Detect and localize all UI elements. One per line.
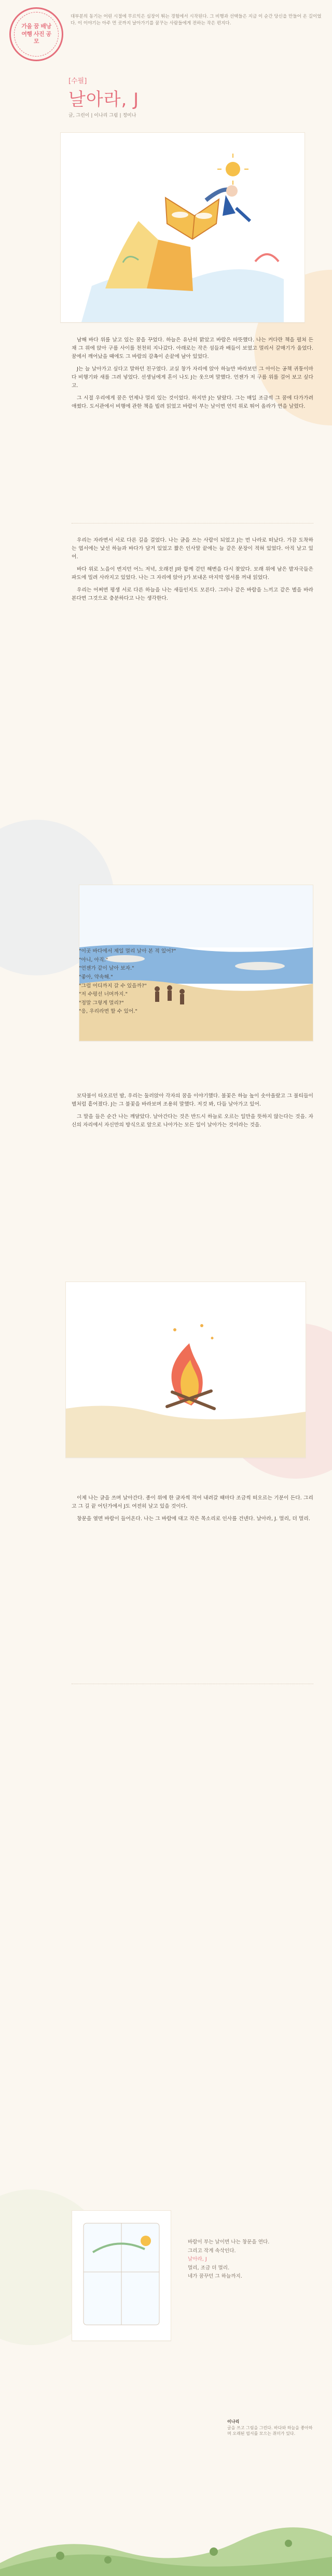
paragraph: J는 늘 날아가고 싶다고 말하던 친구였다. 교실 창가 자리에 앉아 하늘만 바라보던 그 아이는 공책 귀퉁이마다 비행기와 새를 그려 넣었다. 선생님에게 혼이 나도 J는 웃으며 말했다. 언젠가 저 구름 위를 걸어 보고 싶다고. bbox=[72, 366, 313, 389]
dialogue-line: "이곳 바다에서 제일 멀리 날아 본 적 있어?" bbox=[79, 948, 176, 954]
window-illustration bbox=[72, 2211, 171, 2340]
footer-illustration bbox=[0, 2511, 332, 2576]
dialogue-list bbox=[79, 947, 224, 1016]
quote-line: 네가 꿈꾸던 그 하늘까지. bbox=[188, 2274, 242, 2279]
section-divider bbox=[72, 523, 313, 524]
dialogue-line: "아니, 아직." bbox=[79, 957, 108, 963]
paragraph-block bbox=[72, 1494, 313, 1527]
paragraph: 창문을 열면 바람이 들어온다. 나는 그 바람에 대고 작은 목소리로 인사를 건넨다. 날아라, J. 멀리, 더 멀리. bbox=[77, 1516, 310, 1522]
paragraph-block bbox=[72, 1092, 313, 1134]
quote-line: 바람이 부는 날이면 나는 창문을 연다. bbox=[188, 2239, 270, 2245]
dialogue-line: "응, 우리라면 할 수 있어." bbox=[79, 1009, 137, 1015]
quote-highlight: 날아라, J bbox=[188, 2256, 207, 2262]
paragraph-block bbox=[72, 336, 313, 415]
paragraph: 모닥불이 타오르던 밤, 우리는 둘러앉아 각자의 꿈을 이야기했다. 불꽃은 하늘 높이 솟아올랐고 그 불티들이 별처럼 흩어졌다. J는 그 불꽃을 바라보며 조용히 말했다. 저것 봐, 다들 날아가고 있어. bbox=[72, 1093, 313, 1107]
intro-text: 대부분의 동기는 어린 시절에 무르익은 심장이 뛰는 경험에서 시작된다. 그 비행과 선택들은 지금 이 순간 당신을 만들어 온 길이었다. 이 이야기는 아주 먼 곳까지 날아가기를 꿈꾸는 사람들에게 전하는 작은 편지다. bbox=[71, 14, 322, 26]
article-title: 날아라, J bbox=[68, 89, 140, 110]
author-name: 이나리 bbox=[227, 2419, 240, 2424]
paragraph: 우리는 자라면서 서로 다른 길을 걸었다. 나는 글을 쓰는 사람이 되었고 J는 먼 나라로 떠났다. 가끔 도착하는 엽서에는 낯선 하늘과 바다가 담겨 있었고 짧은 인사말 끝에는 늘 같은 문장이 적혀 있었다. 아직 날고 있어. bbox=[72, 538, 313, 560]
paragraph: 우리는 어쩌면 평생 서로 다른 하늘을 나는 새들인지도 모른다. 그러나 같은 바람을 느끼고 같은 별을 바라본다면 그것으로 충분하다고 나는 생각한다. bbox=[72, 587, 313, 601]
dialogue-line: "좋아, 약속해." bbox=[79, 974, 113, 980]
category-label: [수필] bbox=[68, 77, 87, 85]
quote-line: 그리고 작게 속삭인다. bbox=[188, 2248, 236, 2254]
illustration-window bbox=[72, 2210, 171, 2341]
paragraph: 그 시절 우리에게 꿈은 언제나 멀리 있는 것이었다. 하지만 J는 달랐다. 그는 매일 조금씩 그 꿈에 다가가려 애썼다. 도서관에서 비행에 관한 책을 빌려 읽었고 바람이 부는 날이면 언덕 위로 뛰어 올라가 연을 날렸다. bbox=[72, 395, 313, 409]
stamp-text: 가을 꿈 배낭 여행 사진 공모 bbox=[21, 22, 51, 45]
dialogue-line: "언젠가 같이 날아 보자." bbox=[79, 966, 134, 972]
dialogue-line: "그럼 어디까지 갈 수 있을까?" bbox=[79, 983, 147, 989]
paragraph: 바다 위로 노을이 번지던 어느 저녁, 오래전 J와 함께 걷던 해변을 다시 찾았다. 모래 위에 남은 발자국들은 파도에 밀려 사라지고 있었다. 나는 그 자리에 앉아 J가 보내온 마지막 엽서를 꺼내 읽었다. bbox=[72, 566, 313, 581]
author-note bbox=[227, 2419, 315, 2437]
paragraph-block bbox=[72, 536, 313, 607]
quote-line: 멀리, 조금 더 멀리. bbox=[188, 2265, 230, 2271]
bonfire-illustration bbox=[66, 1282, 306, 1457]
dialogue-line: "정말 그렇게 멀리?" bbox=[79, 1000, 124, 1006]
flying-book-illustration bbox=[61, 133, 305, 322]
paragraph: 남해 바다 위를 날고 있는 꿈을 꾸었다. 하늘은 유난히 맑았고 바람은 따뜻했다. 나는 커다란 책을 펼쳐 든 채 그 위에 앉아 구름 사이를 천천히 지나갔다. 아래로는 작은 섬들과 배들이 보였고 멀리서 갈매기가 울었다. 꿈에서 깨어났을 때에도 그 바람의 감촉이 손끝에 남아 있었다. bbox=[72, 337, 313, 360]
title-block bbox=[68, 75, 139, 119]
illustration-flying-book bbox=[60, 132, 305, 323]
byline: 글, 그린이 | 이나리 그림 | 정미나 bbox=[68, 113, 136, 118]
quote-block bbox=[188, 2238, 302, 2281]
illustration-bonfire bbox=[65, 1282, 306, 1458]
postmark-stamp bbox=[9, 7, 63, 61]
paragraph: 그 말을 들은 순간 나는 깨달았다. 날아간다는 것은 반드시 하늘로 오르는 일만을 뜻하지 않는다는 것을. 자신의 자리에서 자신만의 방식으로 앞으로 나아가는 모든 일이 날아가는 것이라는 것을. bbox=[72, 1113, 313, 1128]
hill-illustration bbox=[0, 2511, 332, 2576]
paragraph: 이제 나는 글을 쓰며 날아간다. 종이 위에 한 글자씩 적어 내려갈 때마다 조금씩 떠오르는 기분이 든다. 그리고 그 길 끝 어딘가에서 J도 여전히 날고 있을 것이다. bbox=[72, 1495, 313, 1509]
dialogue-line: "저 수평선 너머까지." bbox=[79, 991, 128, 998]
author-bio: 글을 쓰고 그림을 그린다. 바다와 하늘을 좋아하며 오래된 엽서를 모으는 취미가 있다. bbox=[227, 2425, 313, 2436]
